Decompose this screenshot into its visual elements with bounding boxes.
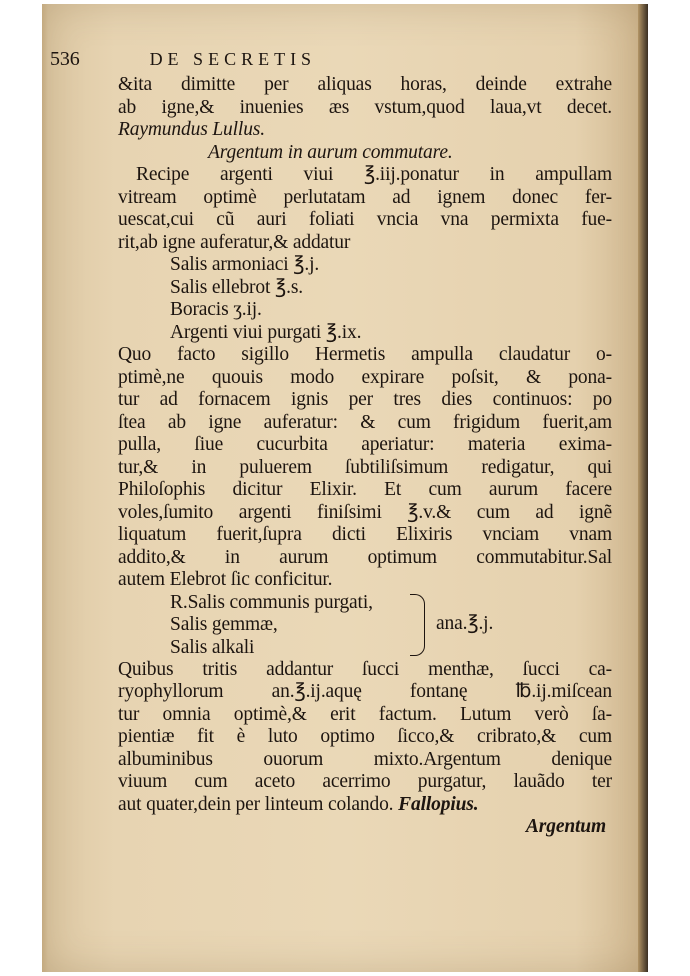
curly-brace [410,594,425,656]
text-line: viuum cum aceto acerrimo purgatur, lauãdo ter [118,771,612,792]
text-line: albuminibus ouorum mixto.Argentum denique [118,748,612,770]
brace-quantity: ana.℥.j. [436,612,494,634]
running-header [50,48,612,74]
text-line: pientiæ fit è luto optimo ſicco,& cribrato,& cum [118,726,612,747]
text-line: Quibus tritis addantur ſucci menthæ, ſucci ca- [118,658,612,680]
text-line: uescat,cui cũ auri foliati vncia vna permixta fue- [118,209,612,230]
page-gutter-shadow [42,4,48,972]
text-line: Philoſophis dicitur Elixir. Et cum aurum facere [118,479,612,500]
text-line: &ita dimitte per aliquas horas, deinde extrahe [118,74,612,95]
text-line: ab igne,& inuenies æs vstum,quod laua,vt decet. [118,96,612,118]
section-heading: Argentum in aurum commutare. [208,141,453,163]
text-line: ptimè,ne quouis modo expirare poſsit, & pona- [118,366,612,388]
text-line: voles,ſumito argenti finiſsimi ℥.v.& cum ad ignẽ [118,501,612,523]
page-edge-shadow [638,4,648,972]
text-line: liquatum fuerit,ſupra dicti Elixiris vnciam vnam [118,524,612,545]
author-attribution: Fallopius. [398,793,479,815]
brace-recipe [118,592,612,659]
brace-item: R.Salis communis purgati, [170,591,373,613]
text-line [118,794,612,817]
author-attribution: Raymundus Lullus. [118,119,265,140]
brace-item: Salis gemmæ, [170,614,278,635]
running-title: DE SECRETIS [149,49,317,69]
text-line: autem Elebrot ſic conficitur. [118,569,333,590]
ingredient-line: Salis ellebrot ℥.s. [170,276,303,298]
text-line: tur,& in puluerem ſubtiliſsimum redigatur, qui [118,456,612,478]
text-line: vitream optimè perlutatam ad ignem donec fer- [118,186,612,208]
text-line: ſtea ab igne auferatur: & cum frigidum fuerit,am [118,411,612,433]
ingredient-line: Argenti viui purgati ℥.ix. [170,321,362,343]
brace-item: Salis alkali [170,636,255,658]
text-line: tur omnia optimè,& erit factum. Lutum verò ſa- [118,703,612,725]
ingredient-line: Salis armoniaci ℥.j. [170,254,320,275]
text-line-body: aut quater,dein per linteum colando. [118,793,394,815]
catchword: Argentum [525,816,606,837]
text-line: rit,ab igne auferatur,& addatur [118,231,351,253]
text-line: addito,& in aurum optimum commutabitur.Sal [118,546,612,568]
text-line: Recipe argenti viui ℥.iij.ponatur in ampullam [136,164,612,185]
text-line: Quo facto sigillo Hermetis ampulla claudatur o- [118,344,612,365]
ingredient-line: Boracis ʒ.ij. [170,299,262,320]
page-number: 536 [50,48,80,70]
text-line: ryophyllorum an.℥.ij.aquę fontanę ℔.ij.miſcean [118,681,612,702]
text-line: tur ad fornacem ignis per tres dies continuos: po [118,389,612,410]
text-line: pulla, ſiue cucurbita aperiatur: materia exima- [118,434,612,455]
page-text [50,48,612,839]
